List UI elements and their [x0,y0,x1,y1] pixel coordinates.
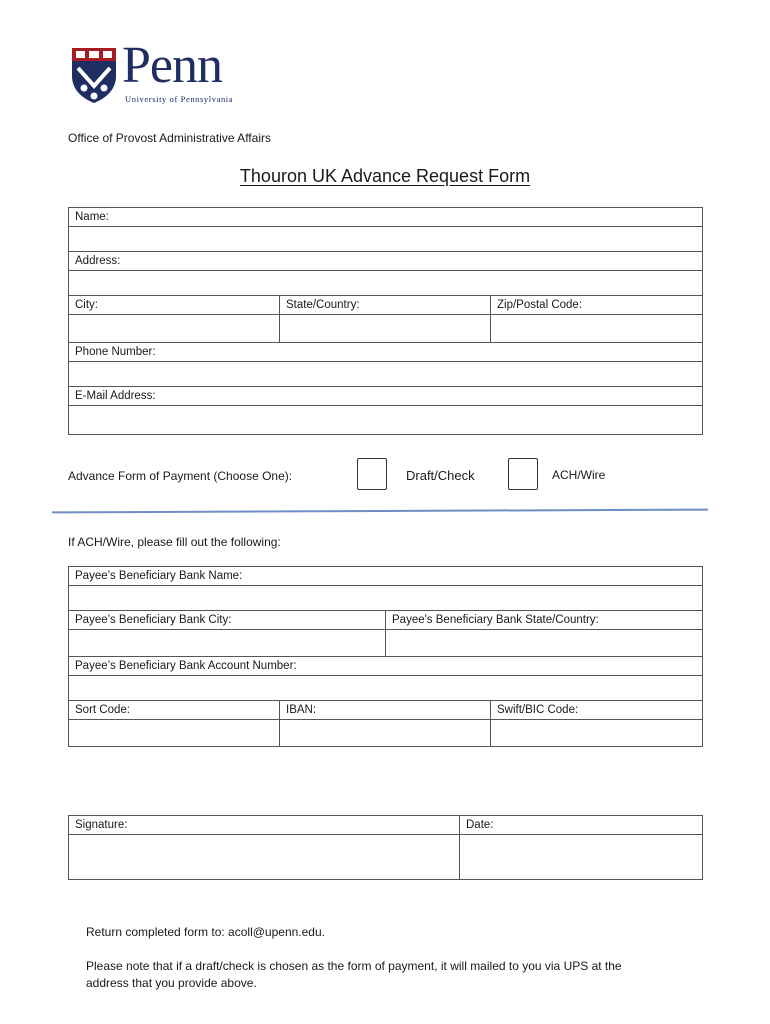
payment-prompt: Advance Form of Payment (Choose One): [68,469,293,483]
name-label: Name: [69,208,703,227]
sort-code-field[interactable] [69,720,280,747]
section-divider [52,509,708,513]
logo-wordmark: Penn [122,37,222,94]
email-label: E-Mail Address: [69,387,703,406]
phone-field[interactable] [69,362,703,387]
ach-wire-checkbox[interactable] [508,458,538,490]
swift-field[interactable] [491,720,703,747]
form-title: Thouron UK Advance Request Form [239,166,531,186]
bank-name-label: Payee’s Beneficiary Bank Name: [69,567,703,586]
penn-logo [70,37,245,108]
account-label: Payee’s Beneficiary Bank Account Number: [69,657,703,676]
city-field[interactable] [69,315,280,343]
note-line-1: Please note that if a draft/check is chosen as the form of payment, it will mailed to you via UPS at the [86,959,622,973]
account-field[interactable] [69,676,703,701]
bank-state-field[interactable] [386,630,703,657]
zip-label: Zip/Postal Code: [491,296,703,315]
iban-label: IBAN: [280,701,491,720]
bank-state-label: Payee's Beneficiary Bank State/Country: [386,611,703,630]
state-label: State/Country: [280,296,491,315]
address-label: Address: [69,252,703,271]
return-note: Return completed form to: acoll@upenn.edu. [86,925,325,939]
date-label: Date: [460,816,703,835]
office-name: Office of Provost Administrative Affairs [68,131,271,145]
zip-field[interactable] [491,315,703,343]
city-label: City: [69,296,280,315]
draft-check-checkbox[interactable] [357,458,387,490]
address-field[interactable] [69,271,703,296]
bank-table [68,566,703,747]
signature-field[interactable] [69,835,460,880]
phone-label: Phone Number: [69,343,703,362]
swift-label: Swift/BIC Code: [491,701,703,720]
signature-label: Signature: [69,816,460,835]
bank-name-field[interactable] [69,586,703,611]
logo-subtitle: University of Pennsylvania [125,94,234,104]
name-field[interactable] [69,227,703,252]
sort-code-label: Sort Code: [69,701,280,720]
bank-city-field[interactable] [69,630,386,657]
signature-table [68,815,703,880]
ach-intro: If ACH/Wire, please fill out the following: [68,535,281,549]
penn-shield-icon [70,46,118,104]
state-field[interactable] [280,315,491,343]
draft-check-label: Draft/Check [406,468,475,483]
email-field[interactable] [69,406,703,435]
note-line-2: address that you provide above. [86,976,257,990]
date-field[interactable] [460,835,703,880]
bank-city-label: Payee’s Beneficiary Bank City: [69,611,386,630]
applicant-table [68,207,703,435]
iban-field[interactable] [280,720,491,747]
ach-wire-label: ACH/Wire [552,468,606,482]
